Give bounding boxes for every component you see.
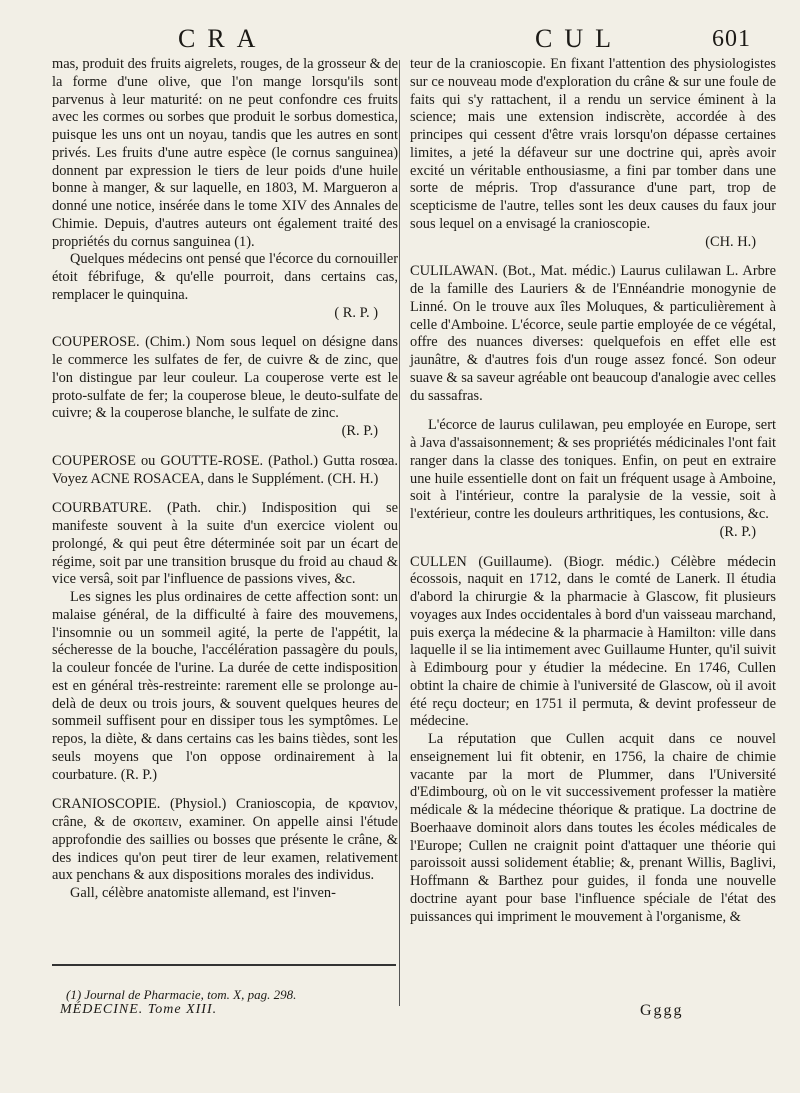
paragraph-gap [410, 542, 776, 554]
author-signature: (CH. H.) [705, 233, 756, 250]
left-column [52, 56, 398, 903]
paragraph: teur de la cranioscopie. En fixant l'attention des physiologistes sur ce nouveau mode d'exploration du crâne & sur une foule de faits qui s'y rattachent, il a rendu un service éminent à la science; mais une extension indiscrète, accordée à des principes qui cessent d'être vrais lorsqu'on dépasse certaines limites, a jeté la défaveur sur une doctrine qui, après avoir excité un véritable enthousiasme, a fini par tomber dans une sorte de mépris. Trop d'assurance d'une part, trop de scepticisme de l'autre, telles sont les deux causes du faux jour sous lequel on a envisagé la cranioscopie. [410, 56, 776, 232]
author-signature: ( R. P. ) [334, 304, 378, 321]
paragraph: CRANIOSCOPIE. (Physiol.) Cranioscopia, de κρανιον, crâne, & de σκοπειν, examiner. On appelle ainsi l'étude approfondie des saillies ou bosses que présente le crâne, & des indices qu'on peut tirer de leur examen, relativement aux penchans & aux dispositions morales des individus. [52, 796, 398, 884]
author-signature: (R. P.) [341, 423, 378, 439]
paragraph-gap [410, 405, 776, 417]
paragraph: COUPEROSE ou GOUTTE-ROSE. (Pathol.) Gutta rosœa. Voyez ACNE ROSACEA, dans le Supplément. (CH. H.) [52, 452, 398, 487]
paragraph: La réputation que Cullen acquit dans ce nouvel enseignement lui fit obtenir, en 1756, la chaire de chimie vacante par la mort de Plummer, dans l'Université d'Edimbourg, où on le vit successivement professer la matière médicale & la médecine théorique & pratique. La doctrine de Boerhaave dominoit alors dans toutes les écoles médicales de l'Europe; Cullen ne craignit point d'attaquer une théorie qui paroissoit aussi solidement établie; &, prenant Willis, Baglivi, Hoffmann & Barthez pour guides, il fonda une nouvelle doctrine ayant pour base l'influence spéciale de l'état des puissances qui impriment le mouvement à l'organisme, & [410, 731, 776, 925]
paragraph-gap [52, 441, 398, 453]
right-column [410, 56, 776, 926]
footer-volume: MÉDECINE. Tome XIII. [60, 1002, 218, 1017]
column-divider [399, 60, 400, 1006]
footnote-rule [52, 964, 396, 966]
paragraph: CULILAWAN. (Bot., Mat. médic.) Laurus culilawan L. Arbre de la famille des Lauriers & de l'Ennéandrie monogynie de Linné. On le trouve aux îles Moluques, & particulièrement à celle d'Amboine. L'écorce, seule partie employée de ce végétal, offre des nuances diverses: quelquefois en effet elle est jaunâtre, & d'autres fois d'un rouge assez foncé. Son odeur suave & sa saveur agréable ont beaucoup d'analogie avec celles du sassafras. [410, 263, 776, 404]
header-left: CRA [178, 24, 268, 53]
paragraph-gap [410, 251, 776, 263]
paragraph-gap [52, 488, 398, 500]
paragraph: L'écorce de laurus culilawan, peu employée en Europe, sert à Java d'assaisonnement; & ses propriétés médicinales l'ont fait ranger dans la classe des toniques. Enfin, on peut en extraire une huile essentielle dont on fait un fréquent usage à Amboine, soit à l'intérieur, contre la paralysie de la vessie, soit à l'extérieur, contre les douleurs arthritiques, les contusions, &c. [410, 417, 776, 522]
author-signature: (R. P.) [719, 523, 756, 540]
footnote: (1) Journal de Pharmacie, tom. X, pag. 298. [66, 987, 297, 1002]
footer-signature: Gggg [640, 1002, 684, 1019]
paragraph-gap [52, 322, 398, 334]
running-header [0, 24, 800, 54]
paragraph: mas, produit des fruits aigrelets, rouges, de la grosseur & de la forme d'une olive, que l'on mange lorsqu'ils sont parvenus à leur maturité: on ne peut confondre ces fruits avec les cormes ou sorbes que produit le sorbus domestica, puisque les uns ont un noyau, tandis que les autres en sont privés. Les fruits d'une autre espèce (le cornus sanguinea) donnent par expression le tiers de leur poids d'une huile bonne à manger, & sur laquelle, en 1803, M. Margueron a donné une notice, insérée dans le tome XIV des Annales de Chimie. Depuis, d'autres auteurs ont également traité des propriétés du cornus sanguinea (1). [52, 56, 398, 250]
header-right: CUL [535, 24, 623, 53]
paragraph: COURBATURE. (Path. chir.) Indisposition qui se manifeste souvent à la suite d'un exercice violent ou prolongé, & qui peut être déterminée soit par un écart de régime, soit par une transition brusque du froid au chaud & vice versâ, soit par l'influence de passions vives, &c. [52, 500, 398, 588]
page-number: 601 [712, 26, 751, 52]
paragraph: Quelques médecins ont pensé que l'écorce du cornouiller étoit fébrifuge, & qu'elle pourroit, dans certains cas, remplacer le quinquina. [52, 251, 398, 303]
paragraph: COUPEROSE. (Chim.) Nom sous lequel on désigne dans le commerce les sulfates de fer, de cuivre & de zinc, que l'on distingue par leur couleur. La couperose verte est le proto-sulfate de fer; la couperose bleue, le deuto-sulfate de cuivre; & la couperose blanche, le sulfate de zinc. [52, 334, 398, 422]
paragraph: Les signes les plus ordinaires de cette affection sont: un malaise général, de la difficulté à faire des mouvemens, l'insomnie ou un sommeil agité, la perte de l'appétit, la sécheresse de la bouche, l'accélération passagère du pouls, la couleur foncée de l'urine. La durée de cette indisposition est en général très-restreinte: rarement elle se prolonge au-delà de deux ou trois jours, & souvent quelques heures de sommeil suffisent pour en dissiper tous les symptômes. Le repos, la diète, & dans certains cas les bains tièdes, sont les seuls moyens que l'on oppose ordinairement à la courbature. (R. P.) [52, 589, 398, 783]
paragraph: Gall, célèbre anatomiste allemand, est l'inven- [70, 885, 336, 901]
paragraph-gap [52, 784, 398, 796]
paragraph: CULLEN (Guillaume). (Biogr. médic.) Célèbre médecin écossois, naquit en 1712, dans le comté de Lanerk. Il étudia d'abord la chirurgie & la pharmacie à Glascow, fit plusieurs voyages aux Indes occidentales à bord d'un vaisseau marchand, puis exerça la médecine & la pharmacie à Hamilton: ville dans laquelle il se lia intimement avec Guillaume Hunter, qu'il suivit à Edimbourg pour y étudier la médecine. En 1746, Cullen obtint la chaire de chimie à l'université de Glascow, où il avoit été reçu docteur; en 1751 il permuta, & devint professeur de médecine. [410, 553, 776, 730]
